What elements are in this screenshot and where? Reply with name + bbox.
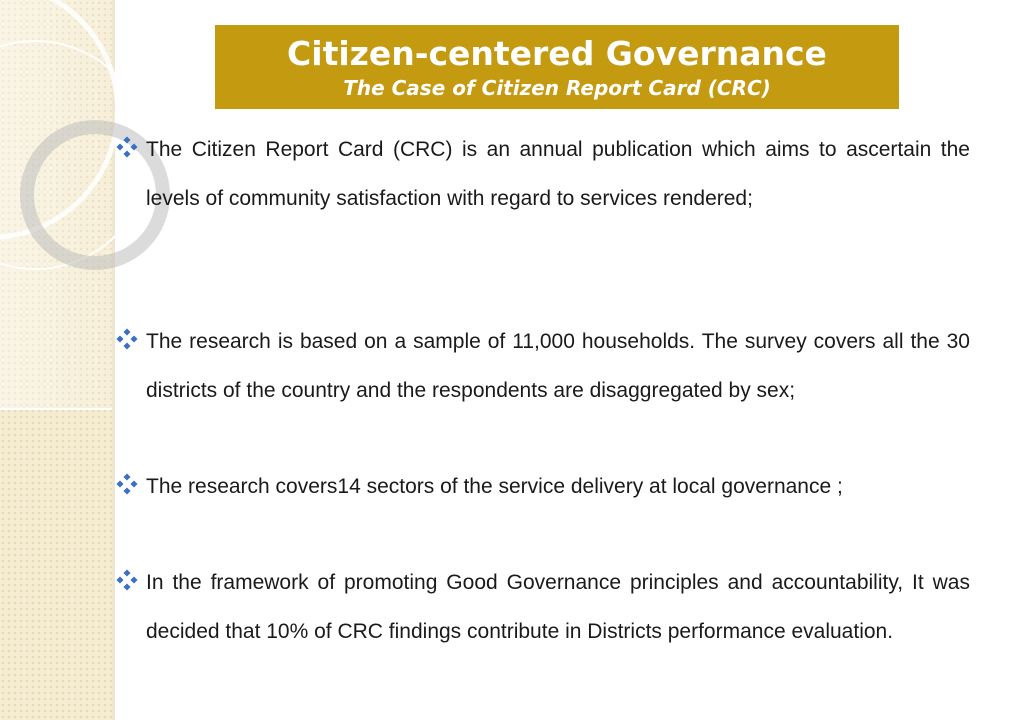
bullet-text: The Citizen Report Card (CRC) is an annual publication which aims to ascertain the levels of community satisfaction with regard to services rendered;	[146, 138, 970, 210]
title-banner	[215, 25, 899, 109]
bullet-item	[112, 463, 970, 512]
bullet-text: The research is based on a sample of 11,000 households. The survey covers all the 30 districts of the country and the respondents are disaggregated by sex;	[146, 330, 970, 402]
bullet-item	[112, 559, 970, 656]
bullet-item	[112, 126, 970, 223]
bullet-text: The research covers14 sectors of the service delivery at local governance ;	[146, 475, 843, 498]
diamond-bullet-icon	[116, 473, 138, 495]
bullet-item	[112, 318, 970, 415]
bullet-text: In the framework of promoting Good Governance principles and accountability, It was decided that 10% of CRC findings contribute in Districts performance evaluation.	[146, 571, 970, 643]
diamond-bullet-icon	[116, 569, 138, 591]
slide-subtitle: The Case of Citizen Report Card (CRC)	[343, 76, 771, 100]
diamond-bullet-icon	[116, 328, 138, 350]
slide-title: Citizen-centered Governance	[287, 34, 827, 73]
diamond-bullet-icon	[116, 136, 138, 158]
decorative-band-divider	[0, 408, 112, 410]
